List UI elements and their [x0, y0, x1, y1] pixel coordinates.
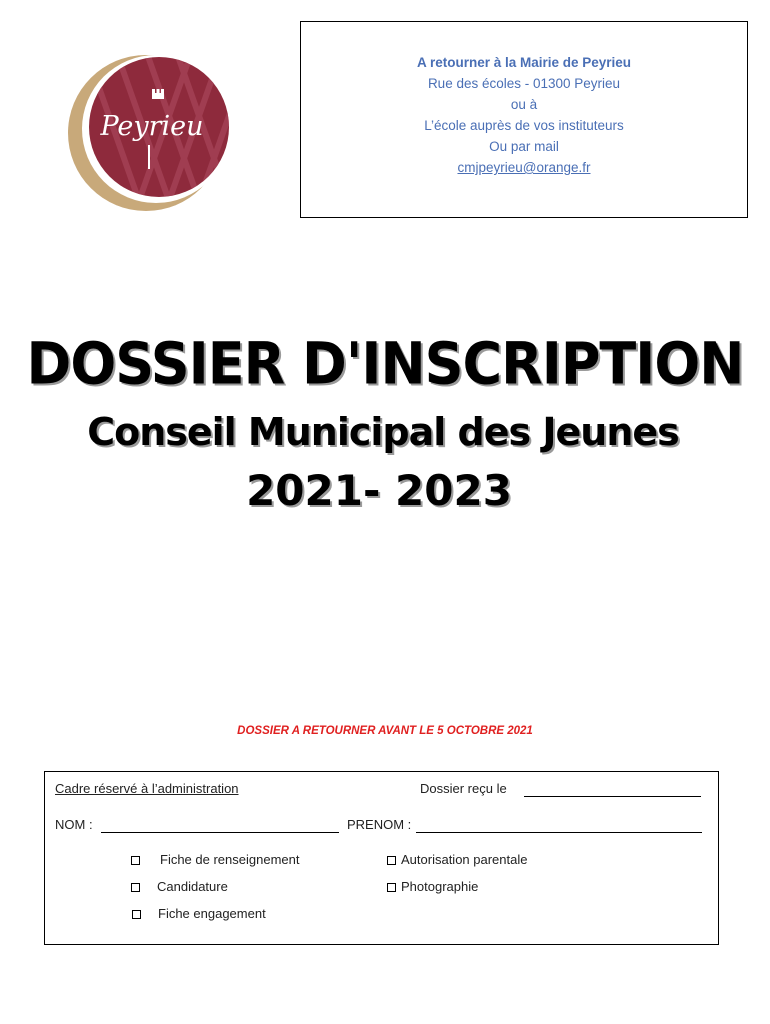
checkbox-photographie[interactable]: [387, 883, 396, 892]
main-title: DOSSIER D'INSCRIPTION: [26, 329, 744, 398]
checkbox-autorisation-parentale[interactable]: [387, 856, 396, 865]
received-label: Dossier reçu le: [420, 781, 507, 796]
logo-text: Peyrieu: [100, 111, 204, 142]
received-date-line[interactable]: [524, 796, 701, 797]
checklist-item: Fiche de renseignement: [160, 852, 300, 867]
return-address-box: [300, 21, 748, 218]
address-line-4: L’école auprès de vos instituteurs: [424, 118, 624, 133]
subtitle: Conseil Municipal des Jeunes: [87, 410, 679, 454]
address-line-2: Rue des écoles - 01300 Peyrieu: [427, 76, 621, 91]
prenom-line[interactable]: [416, 832, 702, 833]
peyrieu-logo: [64, 45, 234, 215]
admin-reserved-frame: [44, 771, 719, 945]
checkbox-fiche-renseignement[interactable]: [131, 856, 140, 865]
deadline-notice: DOSSIER A RETOURNER AVANT LE 5 OCTOBRE 2021: [237, 725, 533, 737]
checkbox-candidature[interactable]: [131, 883, 140, 892]
checkbox-fiche-engagement[interactable]: [132, 910, 141, 919]
email-link[interactable]: cmjpeyrieu@orange.fr: [457, 160, 591, 175]
nom-label: NOM :: [55, 817, 93, 832]
years-title: 2021- 2023: [246, 466, 512, 515]
address-line-5: Ou par mail: [489, 139, 559, 154]
checklist-item: Autorisation parentale: [401, 852, 528, 867]
checklist-item: Photographie: [401, 879, 479, 894]
address-line-1: A retourner à la Mairie de Peyrieu: [416, 55, 632, 70]
checklist-item: Candidature: [157, 879, 228, 894]
checklist-item: Fiche engagement: [158, 906, 266, 921]
reserved-label: Cadre réservé à l’administration: [55, 781, 239, 796]
nom-line[interactable]: [101, 832, 339, 833]
prenom-label: PRENOM :: [347, 817, 412, 832]
address-line-3: ou à: [510, 97, 538, 112]
